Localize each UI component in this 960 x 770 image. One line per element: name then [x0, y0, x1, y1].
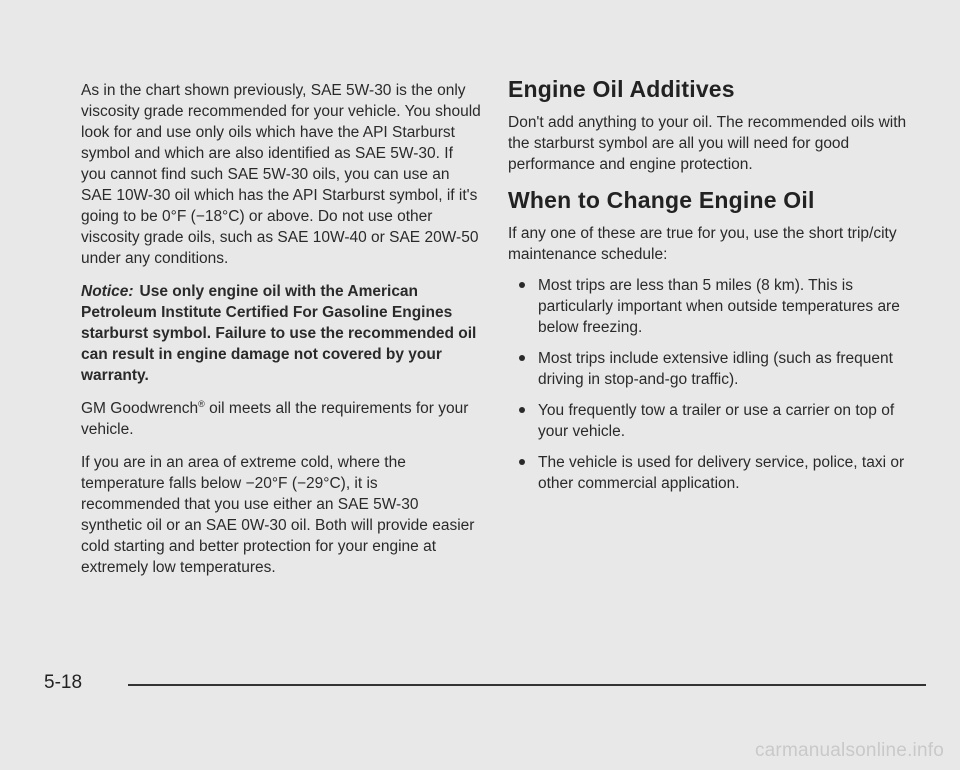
bullet-icon [519, 407, 525, 413]
list-item [508, 275, 928, 338]
bullet-icon [519, 459, 525, 465]
notice-text: Use only engine oil with the American Petroleum Institute Certified For Gasoline Engines starburst symbol. Failure to use the recommended oil can result in engine damage not covered by your warranty. [81, 283, 477, 384]
viscosity-paragraph: As in the chart shown previously, SAE 5W-30 is the only viscosity grade recommended for your vehicle. You should look for and use only oils which have the API Starburst symbol and which are also identified as SAE 5W-30. If you cannot find such SAE 5W-30 oils, you can use an SAE 10W-30 oil which has the API Starburst symbol, if it's going to be 0°F (−18°C) or above. Do not use other viscosity grade oils, such as SAE 10W-40 or SAE 20W-50 under any conditions. [81, 82, 481, 267]
schedule-intro-paragraph: If any one of these are true for you, use the short trip/city maintenance schedule: [508, 225, 897, 263]
bullet-icon [519, 355, 525, 361]
list-item-text: Most trips are less than 5 miles (8 km). This is particularly important when outside temperatures are below freezing. [538, 277, 900, 336]
heading-engine-oil-additives: Engine Oil Additives [508, 76, 735, 102]
list-item-text: You frequently tow a trailer or use a carrier on top of your vehicle. [538, 402, 895, 440]
extreme-cold-paragraph: If you are in an area of extreme cold, where the temperature falls below −20°F (−29°C), it is recommended that you use either an SAE 5W-30 synthetic oil or an SAE 0W-30 oil. Both will provide easier cold starting and better protection for your engine at extremely low temperatures. [81, 454, 475, 576]
footer-rule [128, 684, 926, 686]
notice-label: Notice: [81, 283, 134, 300]
goodwrench-paragraph [81, 398, 481, 440]
notice-paragraph [81, 281, 481, 386]
additives-paragraph: Don't add anything to your oil. The recommended oils with the starburst symbol are all you will need for good performance and engine protection. [508, 114, 907, 173]
list-item [508, 348, 928, 390]
registered-mark: ® [198, 398, 205, 409]
list-item-text: The vehicle is used for delivery service, police, taxi or other commercial application. [538, 454, 905, 492]
goodwrench-text-a: GM Goodwrench [81, 400, 199, 417]
heading-when-to-change: When to Change Engine Oil [508, 187, 815, 213]
list-item [508, 452, 928, 494]
conditions-list [508, 275, 928, 494]
left-column [81, 80, 481, 590]
page-number: 5-18 [44, 672, 83, 693]
goodwrench-text-b: oil meets all the requirements for your vehicle. [81, 400, 469, 438]
bullet-icon [519, 282, 525, 288]
watermark: carmanualsonline.info [754, 740, 944, 761]
right-column [508, 76, 928, 504]
list-item [508, 400, 928, 442]
list-item-text: Most trips include extensive idling (such as frequent driving in stop-and-go traffic). [538, 350, 893, 388]
